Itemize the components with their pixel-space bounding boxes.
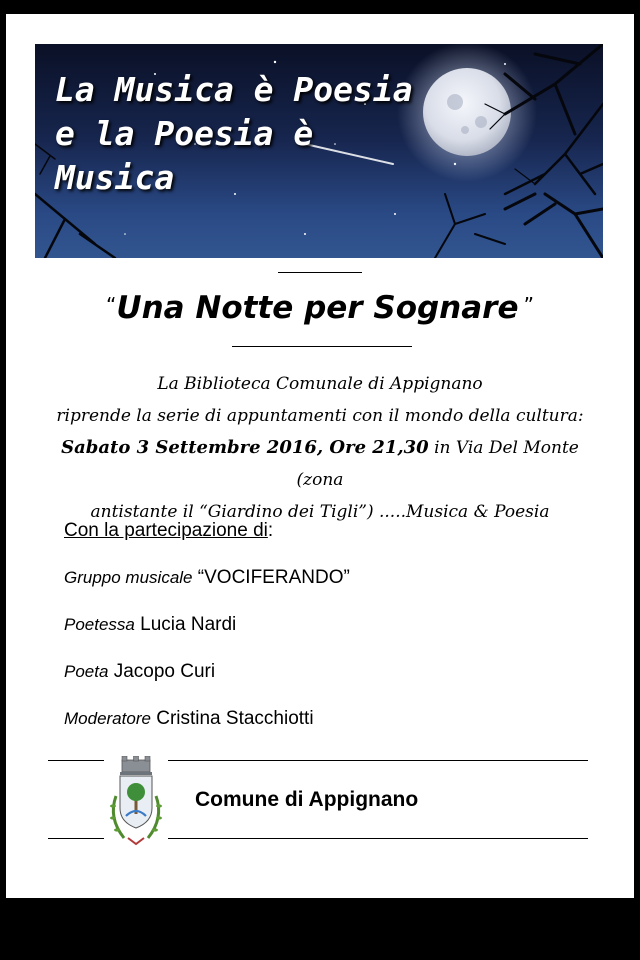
intro-line-2: riprende la serie di appuntamenti con il mondo della cultura: bbox=[56, 406, 584, 426]
footer-rule-bottom-left bbox=[48, 838, 104, 839]
participation-heading: Con la partecipazione di: bbox=[64, 520, 274, 541]
intro-line-1: La Biblioteca Comunale di Appignano bbox=[157, 374, 483, 394]
banner-title: La Musica è Poesia e la Poesia è Musica bbox=[55, 70, 413, 197]
moon-icon bbox=[423, 68, 511, 156]
participant-poetess bbox=[64, 614, 236, 636]
poster bbox=[6, 14, 634, 898]
participant-role: Poetessa bbox=[64, 615, 135, 634]
open-quote: “ bbox=[106, 293, 117, 317]
banner-image bbox=[35, 44, 603, 258]
footer-rule-top-right bbox=[168, 760, 588, 761]
close-quote: ” bbox=[523, 293, 534, 317]
organizer-name: Comune di Appignano bbox=[195, 788, 419, 811]
participant-name: Cristina Stacchiotti bbox=[156, 708, 314, 729]
participant-name: “VOCIFERANDO” bbox=[197, 567, 350, 588]
participant-name: Jacopo Curi bbox=[113, 661, 216, 682]
title-bottom-rule bbox=[232, 346, 412, 347]
participant-poet bbox=[64, 661, 215, 683]
event-location-a: in Via Del Monte (zona bbox=[296, 438, 579, 490]
title-top-rule bbox=[278, 272, 362, 273]
event-title bbox=[6, 290, 634, 326]
event-description bbox=[46, 368, 594, 528]
intro-line-4: antistante il “Giardino dei Tigli”) .....Musica & Poesia bbox=[90, 502, 550, 522]
participant-role: Gruppo musicale bbox=[64, 568, 193, 587]
participant-role: Moderatore bbox=[64, 709, 151, 728]
participant-name: Lucia Nardi bbox=[140, 614, 237, 635]
event-date-time: Sabato 3 Settembre 2016, Ore 21,30 bbox=[61, 437, 429, 458]
municipal-coat-of-arms-icon bbox=[106, 756, 166, 852]
footer-rule-bottom-right bbox=[168, 838, 588, 839]
event-title-text: Una Notte per Sognare bbox=[116, 290, 519, 326]
participant-role: Poeta bbox=[64, 662, 109, 681]
footer-rule-top-left bbox=[48, 760, 104, 761]
participant-group bbox=[64, 567, 350, 589]
participant-moderator bbox=[64, 708, 314, 730]
intro-line-3 bbox=[46, 432, 594, 496]
